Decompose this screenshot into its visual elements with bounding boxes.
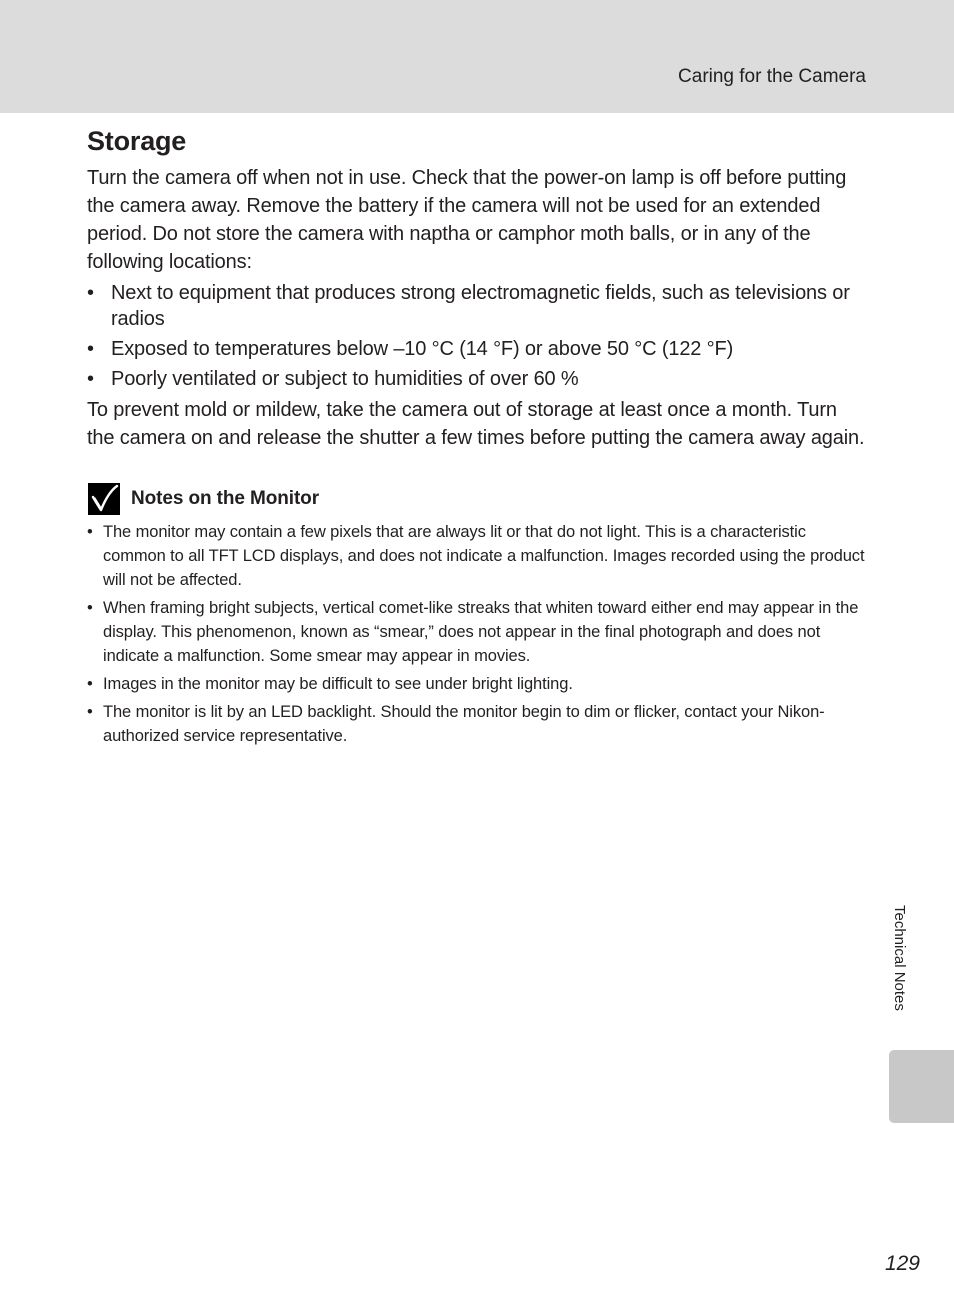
- list-item: [87, 596, 867, 668]
- check-note-icon: [87, 482, 121, 516]
- bullet: •: [87, 368, 94, 390]
- storage-locations-list: [87, 280, 867, 392]
- bullet: •: [87, 599, 93, 617]
- list-item-text: Exposed to temperatures below –10 °C (14 °F) or above 50 °C (122 °F): [111, 338, 734, 360]
- list-item-text: Next to equipment that produces strong electromagnetic fields, such as televisions or radios: [111, 282, 850, 330]
- running-header: Caring for the Camera: [678, 66, 866, 87]
- note-title: Notes on the Monitor: [131, 488, 319, 509]
- list-item-text: Images in the monitor may be difficult to see under bright lighting.: [103, 675, 573, 693]
- note-header: [87, 482, 867, 516]
- list-item: [87, 672, 867, 696]
- list-item-text: When framing bright subjects, vertical comet-like streaks that whiten toward either end may appear in the display. This phenomenon, known as “smear,” does not appear in the final photograph and does not indicate a malfunction. Some smear may appear in movies.: [103, 599, 859, 665]
- list-item: [87, 366, 867, 392]
- list-item: [87, 280, 867, 332]
- bullet: •: [87, 523, 93, 541]
- list-item: [87, 336, 867, 362]
- list-item: [87, 520, 867, 592]
- list-item-text: The monitor is lit by an LED backlight. Should the monitor begin to dim or flicker, contact your Nikon-authorized service representative.: [103, 703, 825, 745]
- outro-paragraph: To prevent mold or mildew, take the camera out of storage at least once a month. Turn the camera on and release the shutter a few times before putting the camera away again.: [87, 399, 865, 449]
- list-item: [87, 700, 867, 748]
- header-band: [0, 0, 954, 113]
- intro-paragraph: Turn the camera off when not in use. Check that the power-on lamp is off before putting the camera away. Remove the battery if the camera will not be used for an extended period. Do not store the camera with naptha or camphor moth balls, or in any of the following locations:: [87, 167, 847, 273]
- list-item-text: The monitor may contain a few pixels that are always lit or that do not light. This is a characteristic common to all TFT LCD displays, and does not indicate a malfunction. Images recorded using the product will not be affected.: [103, 523, 865, 589]
- side-thumb-tab: [889, 1050, 954, 1123]
- bullet: •: [87, 338, 94, 360]
- bullet: •: [87, 675, 93, 693]
- note-list: [87, 520, 867, 748]
- list-item-text: Poorly ventilated or subject to humidities of over 60 %: [111, 368, 579, 390]
- page-content: [87, 124, 867, 752]
- note-box: [87, 482, 867, 748]
- bullet: •: [87, 282, 94, 304]
- page-number: 129: [884, 1252, 920, 1275]
- side-section-label: Technical Notes: [891, 905, 908, 1011]
- bullet: •: [87, 703, 93, 721]
- section-title: Storage: [87, 126, 187, 156]
